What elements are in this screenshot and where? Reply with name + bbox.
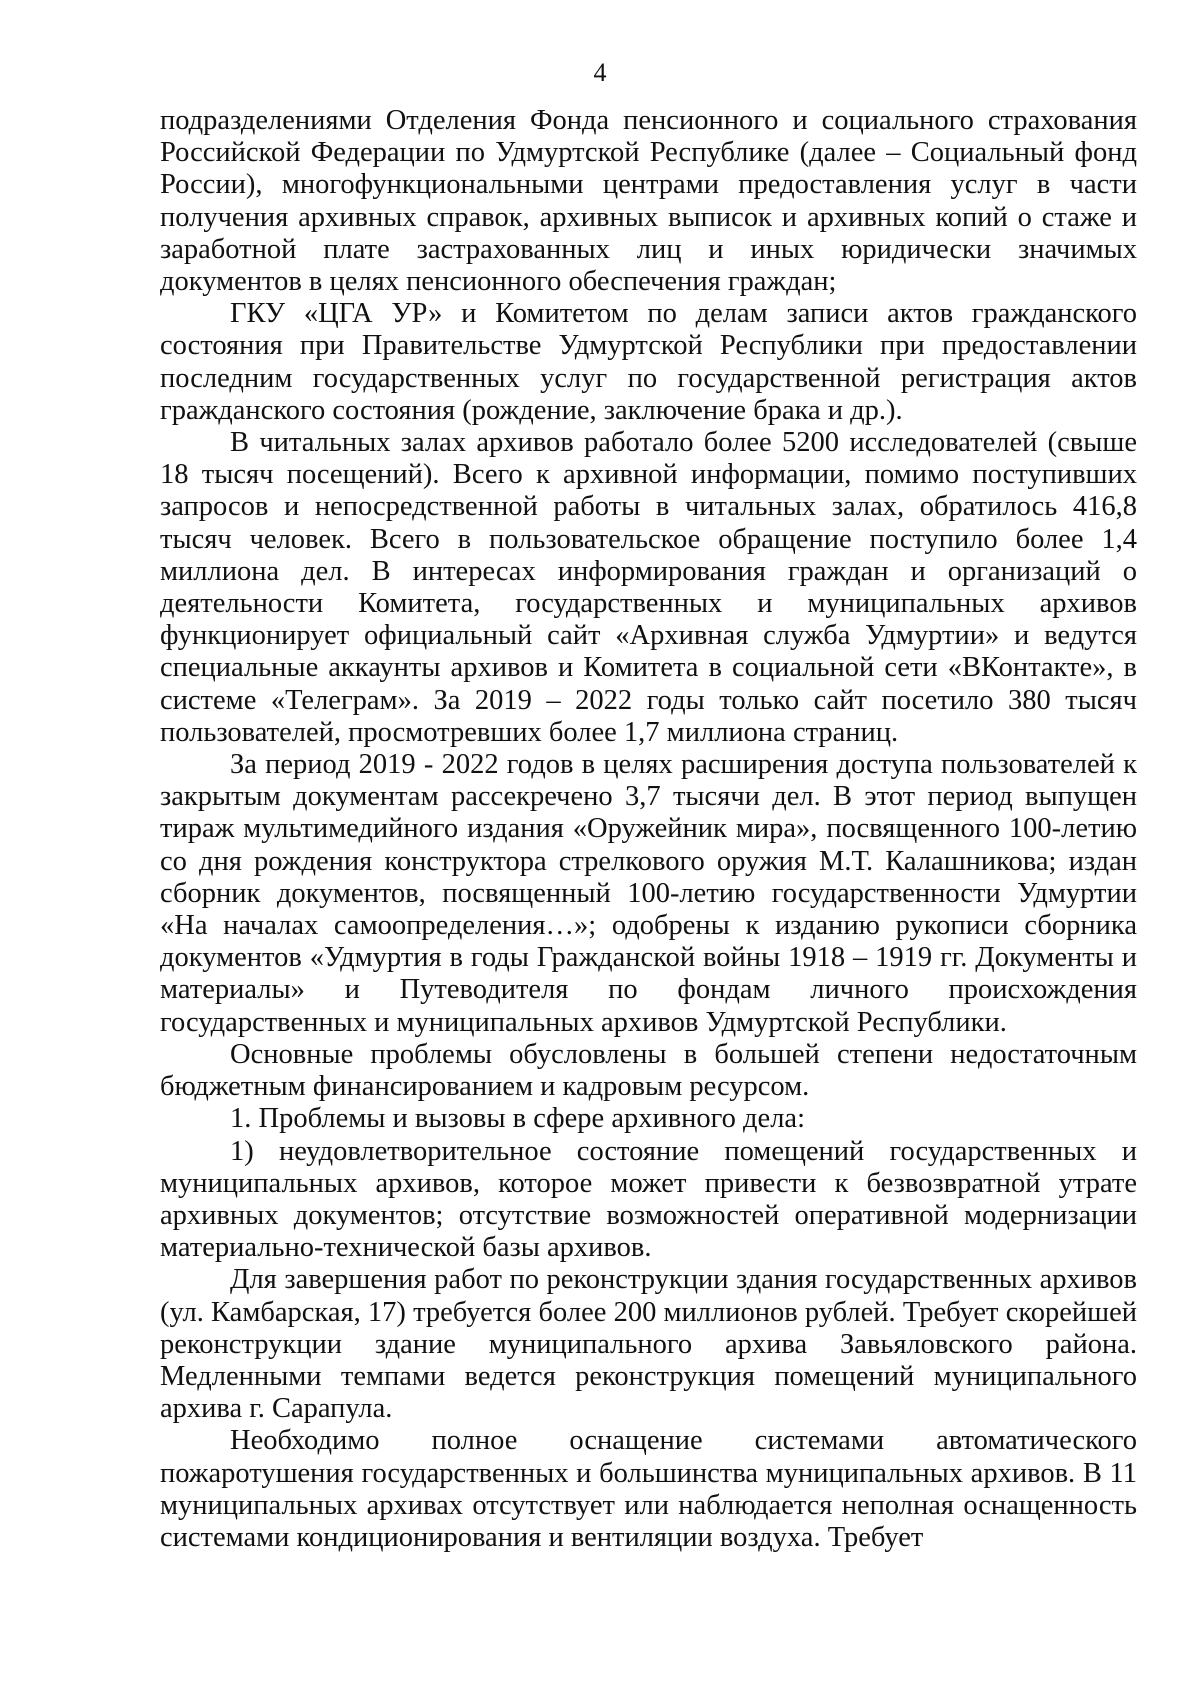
paragraph-fire-protection: Необходимо полное оснащение системами автоматического пожаротушения государственных и большинства муниципальных архивов. В 11 муниципальных архивах отсутствует или наблюдается неполная оснащенность системами кондиционирования и вентиляции воздуха. Требует — [160, 1425, 1137, 1553]
paragraph-main-problems: Основные проблемы обусловлены в большей степени недостаточным бюджетным финансированием и кадровым ресурсом. — [160, 1038, 1137, 1103]
paragraph-reconstruction: Для завершения работ по реконструкции здания государственных архивов (ул. Камбарская, 17) требуется более 200 миллионов рублей. Требует скорейшей реконструкции здание муниципального архива Завьяловского района. Медленными темпами ведется реконструкция помещений муниципального архива г. Сарапула. — [160, 1264, 1137, 1425]
document-body — [160, 105, 1137, 1554]
page-number: 4 — [593, 58, 607, 87]
paragraph-continuation: подразделениями Отделения Фонда пенсионного и социального страхования Российской Федерации по Удмуртской Республике (далее – Социальный фонд России), многофункциональными центрами предоставления услуг в части получения архивных справок, архивных выписок и архивных копий о стаже и заработной плате застрахованных лиц и иных юридически значимых документов в целях пенсионного обеспечения граждан; — [160, 105, 1137, 298]
paragraph-problems-heading: 1. Проблемы и вызовы в сфере архивного дела: — [230, 1103, 805, 1135]
paragraph-reading-rooms: В читальных залах архивов работало более 5200 исследователей (свыше 18 тысяч посещений). Всего к архивной информации, помимо поступивших запросов и непосредственной работы в читальных залах, обратилось 416,8 тысяч человек. Всего в пользовательское обращение поступило более 1,4 миллиона дел. В интересах информирования граждан и организаций о деятельности Комитета, государственных и муниципальных архивов функционирует официальный сайт «Архивная служба Удмуртии» и ведутся специальные аккаунты архивов и Комитета в социальной сети «ВКонтакте», в системе «Телеграм». За 2019 – 2022 годы только сайт посетило 380 тысяч пользователей, просмотревших более 1,7 миллиона страниц. — [160, 427, 1137, 748]
paragraph-declassification: За период 2019 - 2022 годов в целях расширения доступа пользователей к закрытым документам рассекречено 3,7 тысячи дел. В этот период выпущен тираж мультимедийного издания «Оружейник мира», посвященного 100-летию со дня рождения конструктора стрелкового оружия М.Т. Калашникова; издан сборник документов, посвященный 100-летию государственности Удмуртии «На началах самоопределения…»; одобрены к изданию рукописи сборника документов «Удмуртия в годы Гражданской войны 1918 – 1919 гг. Документы и материалы» и Путеводителя по фондам личного происхождения государственных и муниципальных архивов Удмуртской Республики. — [160, 749, 1137, 1038]
paragraph-problem-1: 1) неудовлетворительное состояние помещений государственных и муниципальных архивов, которое может привести к безвозвратной утрате архивных документов; отсутствие возможностей оперативной модернизации материально-технической базы архивов. — [160, 1135, 1137, 1264]
paragraph-gku-cga: ГКУ «ЦГА УР» и Комитетом по делам записи актов гражданского состояния при Правительстве Удмуртской Республики при предоставлении последним государственных услуг по государственной регистрация актов гражданского состояния (рождение, заключение брака и др.). — [160, 298, 1137, 426]
